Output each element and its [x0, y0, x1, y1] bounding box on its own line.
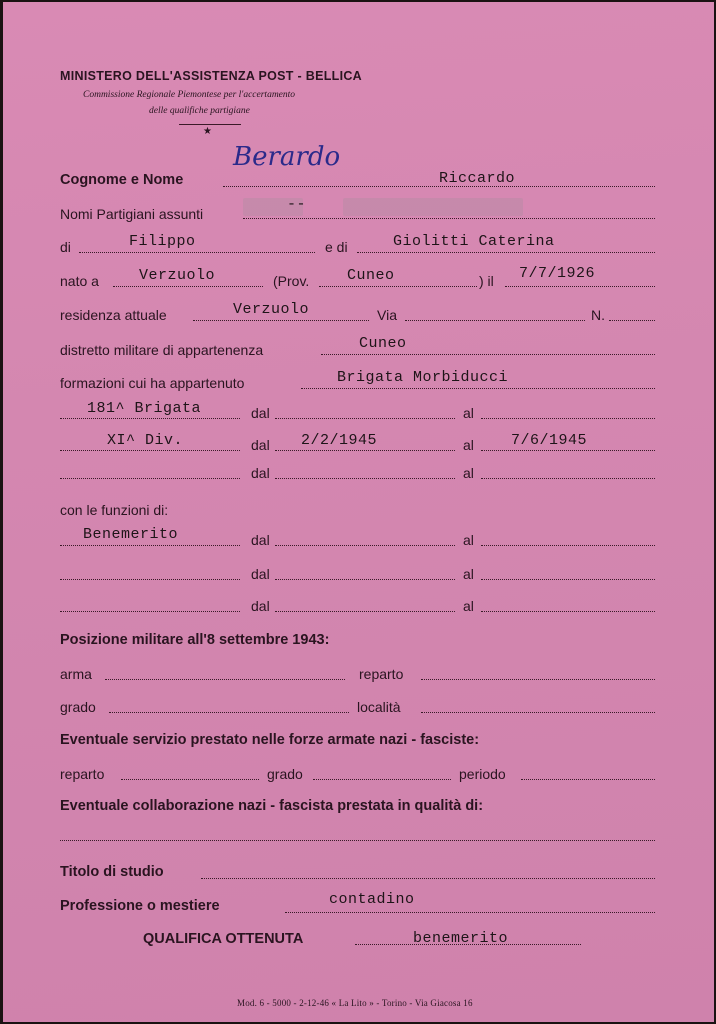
label-al: al — [463, 598, 474, 614]
line-servizio-grado — [313, 779, 451, 780]
label-distretto: distretto militare di appartenenza — [60, 342, 264, 358]
label-cognome-nome: Cognome e Nome — [60, 172, 184, 188]
line-dal-row2 — [275, 450, 455, 451]
line-titolo-studio — [201, 878, 655, 879]
line-madre — [357, 252, 655, 253]
line-funzione-dal-row2 — [275, 579, 455, 580]
line-funzione-row2 — [60, 579, 240, 580]
label-professione: Professione o mestiere — [60, 898, 220, 914]
value-nomi-partigiani: -- — [287, 196, 307, 213]
line-formazioni — [301, 388, 655, 389]
value-data-nascita: 7/7/1926 — [519, 265, 596, 282]
line-funzione-al-row2 — [481, 579, 655, 580]
line-padre — [79, 252, 315, 253]
value-formazione: Brigata Morbiducci — [337, 369, 509, 386]
label-formazioni: formazioni cui ha appartenuto — [60, 375, 245, 391]
printer-imprint: Mod. 6 - 5000 - 2-12-46 « La Lito » - Torino - Via Giacosa 16 — [237, 998, 473, 1008]
line-al-row2 — [481, 450, 655, 451]
line-funzione-al-row3 — [481, 611, 655, 612]
label-titolo-studio: Titolo di studio — [60, 864, 164, 880]
label-dal: dal — [251, 465, 270, 481]
label-dal: dal — [251, 532, 270, 548]
partisan-record-card — [3, 2, 714, 1022]
label-via: Via — [377, 307, 397, 323]
line-via — [405, 320, 585, 321]
ministry-title: MINISTERO DELL'ASSISTENZA POST - BELLICA — [60, 69, 363, 83]
label-e-di: e di — [325, 239, 348, 255]
label-qualifica: QUALIFICA OTTENUTA — [143, 931, 304, 947]
line-arma — [105, 679, 345, 680]
value-funzione: Benemerito — [83, 526, 179, 543]
label-n: N. — [591, 307, 605, 323]
label-al: al — [463, 437, 474, 453]
section-servizio: Eventuale servizio prestato nelle forze armate nazi - fasciste: — [60, 732, 480, 748]
section-posizione-militare: Posizione militare all'8 settembre 1943: — [60, 632, 330, 648]
value-formazione-row2: XI^ Div. — [107, 432, 184, 449]
value-provincia: Cuneo — [347, 267, 395, 284]
label-dal: dal — [251, 598, 270, 614]
value-distretto: Cuneo — [359, 335, 407, 352]
line-funzione-row1 — [60, 545, 240, 546]
line-al-row1 — [481, 418, 655, 419]
line-reparto — [421, 679, 655, 680]
value-padre: Filippo — [129, 233, 196, 250]
label-funzioni: con le funzioni di: — [60, 502, 169, 518]
value-nome: Riccardo — [439, 170, 516, 187]
line-formazione-row2 — [60, 450, 240, 451]
line-residenza — [193, 320, 369, 321]
label-il: ) il — [479, 273, 494, 289]
label-al: al — [463, 405, 474, 421]
line-provincia — [319, 286, 477, 287]
label-dal: dal — [251, 405, 270, 421]
label-periodo: periodo — [459, 766, 506, 782]
line-servizio-reparto — [121, 779, 259, 780]
line-distretto — [321, 354, 655, 355]
label-nato-a: nato a — [60, 273, 99, 289]
label-al: al — [463, 465, 474, 481]
line-funzione-dal-row3 — [275, 611, 455, 612]
label-grado: grado — [267, 766, 303, 782]
star-icon: ★ — [203, 126, 212, 137]
qualifications-line: delle qualifiche partigiane — [149, 106, 250, 116]
line-servizio-periodo — [521, 779, 655, 780]
line-numero — [609, 320, 655, 321]
value-professione: contadino — [329, 891, 415, 908]
line-data-nascita — [505, 286, 655, 287]
surname-signature: Berardo — [233, 142, 341, 172]
line-dal-row1 — [275, 418, 455, 419]
label-grado: grado — [60, 699, 96, 715]
label-dal: dal — [251, 566, 270, 582]
label-residenza: residenza attuale — [60, 307, 167, 323]
label-prov: (Prov. — [273, 273, 310, 289]
line-formazione-row1 — [60, 418, 240, 419]
value-formazione-row1: 181^ Brigata — [87, 400, 202, 417]
header-rule — [179, 124, 241, 125]
line-luogo-nascita — [113, 286, 263, 287]
value-al-row2: 7/6/1945 — [511, 432, 588, 449]
line-nomi-partigiani — [243, 218, 655, 219]
value-madre: Giolitti Caterina — [393, 233, 555, 250]
value-residenza: Verzuolo — [233, 301, 310, 318]
label-al: al — [463, 566, 474, 582]
label-dal: dal — [251, 437, 270, 453]
value-dal-row2: 2/2/1945 — [301, 432, 378, 449]
label-reparto: reparto — [359, 666, 404, 682]
label-arma: arma — [60, 666, 92, 682]
line-funzione-row3 — [60, 611, 240, 612]
label-al: al — [463, 532, 474, 548]
value-qualifica: benemerito — [413, 930, 509, 947]
value-luogo-nascita: Verzuolo — [139, 267, 216, 284]
line-funzione-dal-row1 — [275, 545, 455, 546]
line-grado — [109, 712, 349, 713]
line-funzione-al-row1 — [481, 545, 655, 546]
label-localita: località — [357, 699, 401, 715]
label-di: di — [60, 239, 71, 255]
redaction-mark — [343, 198, 523, 216]
label-reparto: reparto — [60, 766, 105, 782]
line-al-row3 — [481, 478, 655, 479]
line-collaborazione — [60, 840, 655, 841]
line-dal-row3 — [275, 478, 455, 479]
line-formazione-row3 — [60, 478, 240, 479]
section-collaborazione: Eventuale collaborazione nazi - fascista prestata in qualità di: — [60, 798, 484, 814]
commission-line: Commissione Regionale Piemontese per l'accertamento — [83, 90, 296, 100]
line-localita — [421, 712, 655, 713]
label-nomi-partigiani: Nomi Partigiani assunti — [60, 206, 204, 222]
line-professione — [285, 912, 655, 913]
